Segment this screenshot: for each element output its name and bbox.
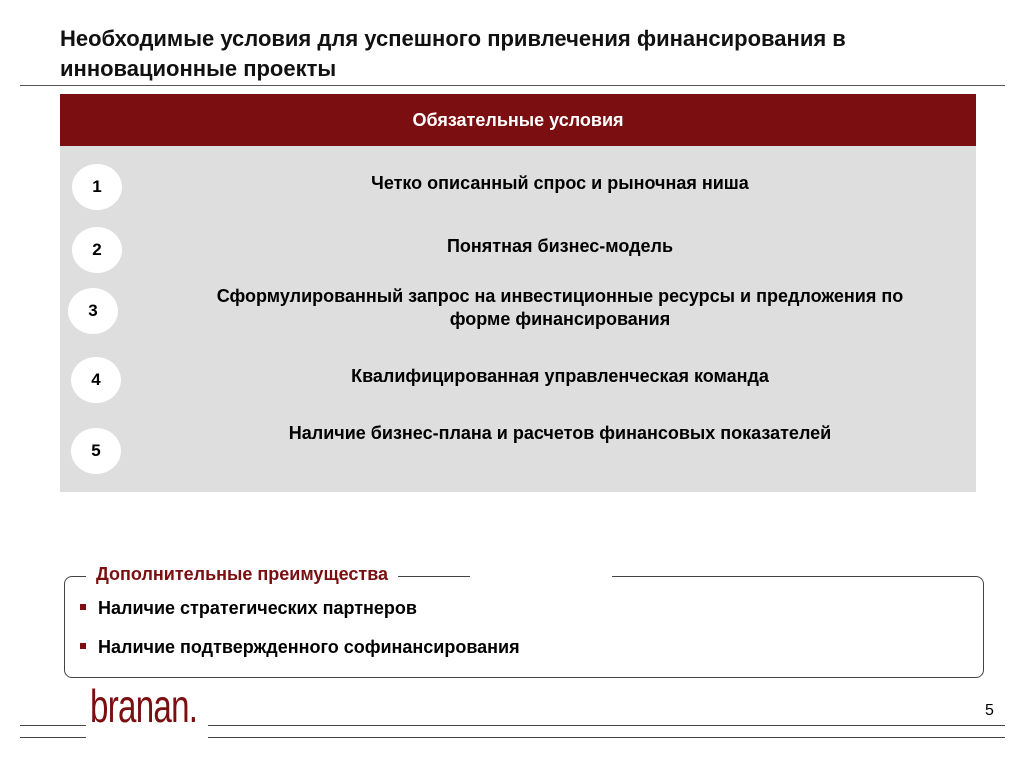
advantage-text-2: Наличие подтвержденного софинансирования: [98, 637, 520, 657]
footer-divider-right-1: [208, 725, 1005, 726]
condition-text-3: Сформулированный запрос на инвестиционные ресурсы и предложения по форме финансирования: [216, 286, 904, 329]
title-divider: [20, 85, 1005, 86]
branan-logo: branan.: [90, 680, 198, 732]
advantages-title: Дополнительные преимущества: [86, 561, 398, 587]
advantage-item-2: [80, 635, 520, 659]
footer-divider-left-2: [20, 737, 86, 738]
page-number: 5: [985, 702, 994, 719]
condition-text-4: Квалифицированная управленческая команда: [351, 366, 769, 386]
square-bullet-icon: [80, 643, 86, 649]
condition-number-2: 2: [72, 227, 122, 273]
required-conditions-header: Обязательные условия: [60, 94, 976, 146]
advantage-item-1: [80, 596, 417, 620]
condition-number-3: 3: [68, 288, 118, 334]
advantages-box: [64, 576, 984, 678]
slide-title: Необходимые условия для успешного привлечения финансирования в инновационные проекты: [60, 26, 846, 81]
condition-number-1: 1: [72, 164, 122, 210]
square-bullet-icon: [80, 604, 86, 610]
condition-number-5: 5: [71, 428, 121, 474]
condition-text-1: Четко описанный спрос и рыночная ниша: [371, 173, 749, 193]
condition-text-5: Наличие бизнес-плана и расчетов финансовых показателей: [288, 423, 832, 443]
condition-number-4: 4: [71, 357, 121, 403]
required-conditions-panel: [60, 94, 976, 492]
advantages-title-gap: [470, 574, 612, 580]
footer-divider-right-2: [208, 737, 1005, 738]
condition-text-2: Понятная бизнес-модель: [446, 236, 674, 256]
advantage-text-1: Наличие стратегических партнеров: [98, 598, 417, 618]
footer-divider-left-1: [20, 725, 86, 726]
